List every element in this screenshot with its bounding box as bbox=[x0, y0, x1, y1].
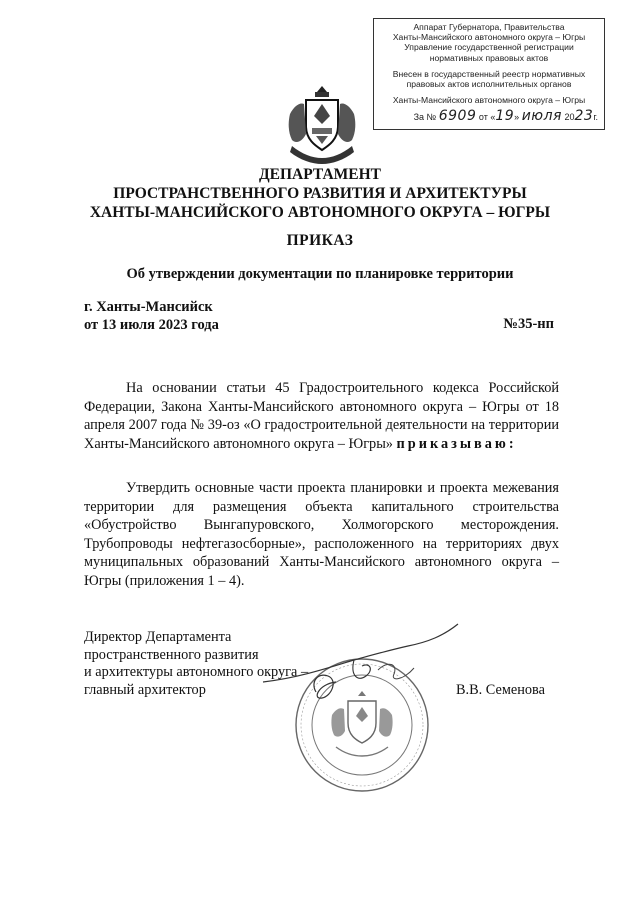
reg-number: 6909 bbox=[438, 108, 477, 125]
department-line: ХАНТЫ-МАНСИЙСКОГО АВТОНОМНОГО ОКРУГА – ЮГРЫ bbox=[89, 204, 551, 221]
reg-prefix: За № bbox=[413, 112, 437, 123]
department-name bbox=[40, 165, 600, 222]
signer-name: В.В. Семенова bbox=[456, 682, 545, 698]
document-number: №35-нп bbox=[503, 316, 554, 332]
decree-word: приказываю: bbox=[396, 435, 517, 452]
stamp-line: правовых актов исполнительных органов bbox=[406, 79, 572, 90]
reg-day: 19 bbox=[495, 108, 515, 125]
reg-year: 23 bbox=[574, 108, 594, 125]
stamp-line: Управление государственной регистрации bbox=[404, 42, 574, 53]
stamp-line: Внесен в государственный реестр нормативных bbox=[392, 68, 586, 79]
stamp-line: Аппарат Губернатора, Правительства bbox=[413, 22, 565, 32]
stamp-registration-number bbox=[380, 108, 598, 125]
document-type: ПРИКАЗ bbox=[286, 232, 354, 249]
stamp-line: Ханты-Мансийского автономного округа – Югры bbox=[392, 32, 586, 43]
stamp-line: Ханты-Мансийского автономного округа – Югры bbox=[392, 95, 586, 106]
reg-mid: » bbox=[514, 112, 520, 123]
basis-text: На основании статьи 45 Градостроительного кодекса Российской Федерации, Закона Ханты-Мансийского автономного округа – Югры от 18 апреля 2007 года № 39-оз «О градостроительной деятельности на территории Ханты-Мансийского автономного округа – Югры» bbox=[84, 380, 559, 452]
signer-line: Директор Департамента bbox=[84, 629, 232, 645]
reg-month: июля bbox=[521, 108, 562, 125]
signer-line: и архитектуры автономного округа – bbox=[84, 664, 309, 681]
signer-line: главный архитектор bbox=[84, 681, 206, 698]
reg-from: от « bbox=[478, 112, 496, 123]
place-and-date bbox=[84, 298, 219, 334]
coat-of-arms-icon bbox=[286, 84, 358, 166]
document-subject: Об утверждении документации по планировке территории bbox=[126, 266, 514, 282]
stamp-line: нормативных правовых актов bbox=[429, 52, 549, 63]
reg-year-prefix: 20 bbox=[564, 112, 575, 123]
paragraph-resolution: Утвердить основные части проекта планировки и проекта межевания территории для размещения объекта капитального строительства «Обустройство Вынгапуровского, Холмогорского месторождения. Трубопроводы нефтегазосборные», расположенного на территориях двух муниципальных образований Ханты-Мансийского автономного округа – Югры (приложения 1 – 4). bbox=[84, 480, 559, 589]
registration-stamp bbox=[373, 18, 605, 130]
department-line: ДЕПАРТАМЕНТ bbox=[258, 166, 382, 183]
reg-suffix: г. bbox=[593, 112, 598, 123]
document-place: г. Ханты-Мансийск bbox=[84, 299, 213, 315]
paragraph-basis bbox=[84, 379, 559, 453]
document-date: от 13 июля 2023 года bbox=[84, 317, 219, 333]
department-line: ПРОСТРАНСТВЕННОГО РАЗВИТИЯ И АРХИТЕКТУРЫ bbox=[113, 185, 527, 202]
signer-line: пространственного развития bbox=[84, 646, 259, 663]
handwritten-signature-icon bbox=[258, 620, 468, 710]
